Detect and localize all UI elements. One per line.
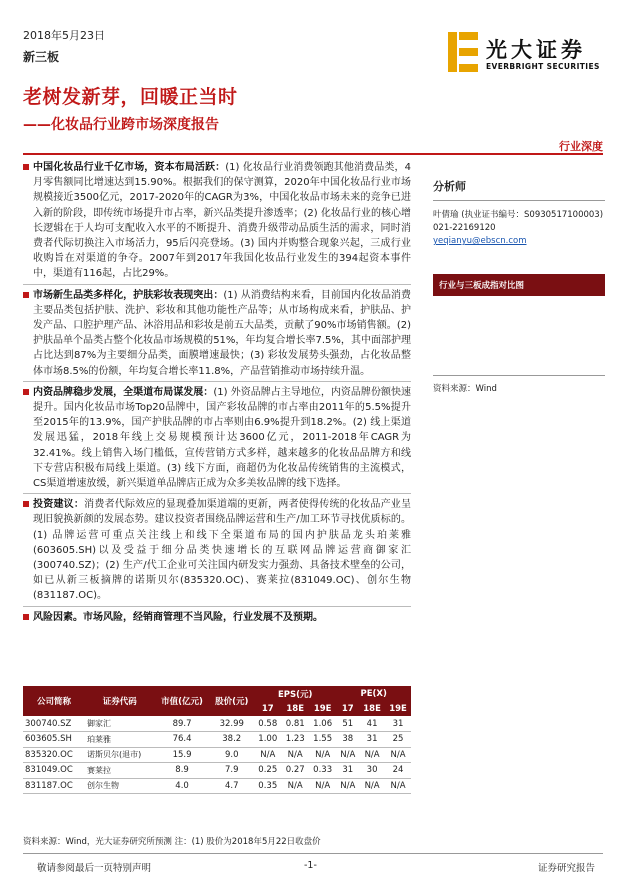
- footer-divider: [23, 853, 603, 854]
- cell-p17: N/A: [336, 778, 359, 794]
- cell-e18: N/A: [281, 747, 308, 763]
- header-company: 公司简称: [23, 686, 85, 716]
- cell-e19: 0.33: [309, 763, 336, 779]
- header-year: 18E: [359, 701, 385, 716]
- chart-area: [433, 296, 605, 376]
- analyst-email-link[interactable]: yeqianyu@ebscn.com: [433, 236, 527, 246]
- logo-cn-text: 光大证券: [486, 38, 586, 62]
- cell-code: 831187.OC: [23, 778, 85, 794]
- header-pe: PE(X): [336, 686, 411, 701]
- report-date: 2018年5月23日: [23, 29, 105, 42]
- cell-code: 300740.SZ: [23, 716, 85, 732]
- cell-e17: 0.25: [254, 763, 281, 779]
- cell-mv: 15.9: [155, 747, 210, 763]
- chart-title: 行业与三板成指对比图: [433, 274, 605, 296]
- cell-e18: 1.23: [281, 732, 308, 748]
- section-lead: 中国化妆品行业千亿市场，资本布局活跃：: [33, 162, 226, 173]
- cell-p19: 24: [385, 763, 411, 779]
- summary-section: [23, 385, 411, 494]
- cell-e19: N/A: [309, 778, 336, 794]
- cell-name: 诺斯贝尔(退市): [85, 747, 155, 763]
- cell-mv: 76.4: [155, 732, 210, 748]
- header-year: 17: [336, 701, 359, 716]
- header-year: 17: [254, 701, 281, 716]
- header-divider: [23, 153, 603, 155]
- comparison-chart: [433, 274, 605, 376]
- cell-p18: N/A: [359, 778, 385, 794]
- cell-p17: N/A: [336, 747, 359, 763]
- chart-source: 资料来源：Wind: [433, 384, 497, 394]
- cell-price: 38.2: [209, 732, 254, 748]
- cell-p18: 31: [359, 732, 385, 748]
- cell-e18: N/A: [281, 778, 308, 794]
- summary-section: [23, 610, 411, 627]
- cell-name: 珀莱雅: [85, 732, 155, 748]
- cell-code: 603605.SH: [23, 732, 85, 748]
- summary-section: [23, 160, 411, 285]
- header-year: 19E: [385, 701, 411, 716]
- cell-p19: 25: [385, 732, 411, 748]
- cell-name: 创尔生物: [85, 778, 155, 794]
- cell-code: 835320.OC: [23, 747, 85, 763]
- cell-e18: 0.27: [281, 763, 308, 779]
- cell-p17: 51: [336, 716, 359, 732]
- cell-e19: N/A: [309, 747, 336, 763]
- cell-code: 831049.OC: [23, 763, 85, 779]
- cell-p17: 38: [336, 732, 359, 748]
- section-body: 消费者代际效应的显现叠加渠道端的更新，两者使得传统的化妆品产业呈现旧貌换新颜的发展态势。建议投资者围绕品牌运营和生产/加工环节寻找优质标的。(1) 品牌运营可重点关注线上和线下全渠道布局的国内护肤品龙头珀莱雅(603605.SH)以及受益于细分品类快速增长的互联网品牌运营商御家汇(300740.SZ)；(2) 生产/代工企业可关注国内研发实力强劲、具备技术壁垒的公司，如已从新三板摘牌的诺斯贝尔(835320.OC)、赛莱拉(831049.OC)、创尔生物(831187.OC)。: [33, 499, 412, 602]
- cell-p18: 41: [359, 716, 385, 732]
- square-bullet-icon: [23, 614, 29, 620]
- square-bullet-icon: [23, 292, 29, 298]
- section-lead: 投资建议：: [33, 499, 85, 511]
- cell-e17: N/A: [254, 747, 281, 763]
- cell-e19: 1.55: [309, 732, 336, 748]
- section-lead: 市场新生品类多样化，护肤彩妆表现突出：: [33, 289, 224, 301]
- cell-p18: 30: [359, 763, 385, 779]
- cell-e17: 0.35: [254, 778, 281, 794]
- report-category: 行业深度: [559, 140, 603, 153]
- company-logo: [448, 32, 608, 76]
- header-eps: EPS(元): [254, 686, 336, 701]
- header-year: 18E: [281, 701, 308, 716]
- cell-e18: 0.81: [281, 716, 308, 732]
- footer-disclaimer: 敬请参阅最后一页特别声明: [37, 863, 152, 874]
- header-price: 股价(元): [209, 686, 254, 716]
- section-body: (1) 外资品牌占主导地位，内资品牌份额快速提升。国内化妆品市场Top20品牌中，国产彩妆品牌的市占率由2011年的5.5%提升至2015年的13.9%，国产护肤品牌的市占率则由6.9%提升到18.2%。(2) 线上渠道发展迅猛，2018年线上交易规模预计达3600亿元，2011-2018年CAGR为32.41%。线上销售入场门槛低，宣传营销方式多样，越来越多的化妆品品牌方和线下专营店积极布局线上渠道。(3) 线下方面，商超仍为化妆品传统销售的主流模式，CS渠道增速放缓，新兴渠道单品牌店正成为众多美妆品牌的线下选择。: [33, 386, 411, 490]
- section-lead: 风险因素。: [33, 611, 83, 623]
- section-lead: 内资品牌稳步发展，全渠道布局谋发展：: [33, 386, 214, 398]
- cell-price: 9.0: [209, 747, 254, 763]
- cell-e17: 0.58: [254, 716, 281, 732]
- cell-p19: 31: [385, 716, 411, 732]
- square-bullet-icon: [23, 389, 29, 395]
- table-row: [23, 778, 411, 794]
- footer-report-type: 证券研究报告: [537, 863, 595, 874]
- table-body: [23, 716, 411, 794]
- cell-mv: 8.9: [155, 763, 210, 779]
- square-bullet-icon: [23, 164, 29, 170]
- summary-column: [23, 160, 411, 630]
- sidebar: [433, 160, 605, 394]
- table-row: [23, 732, 411, 748]
- cell-e19: 1.06: [309, 716, 336, 732]
- cell-price: 4.7: [209, 778, 254, 794]
- board-label: 新三板: [23, 50, 60, 64]
- analyst-heading: 分析师: [433, 160, 605, 201]
- summary-section: [23, 497, 411, 606]
- logo-en-text: EVERBRIGHT SECURITIES: [486, 62, 600, 71]
- cell-p19: N/A: [385, 747, 411, 763]
- analyst-phone: 021-22169120: [433, 223, 496, 233]
- table-row: [23, 763, 411, 779]
- cell-e17: 1.00: [254, 732, 281, 748]
- header-code: 证券代码: [85, 686, 155, 716]
- everbright-logo-icon: [448, 32, 478, 72]
- cell-price: 32.99: [209, 716, 254, 732]
- cell-p17: 31: [336, 763, 359, 779]
- analyst-name: 叶倩瑜 (执业证书编号：S0930517100003): [433, 210, 604, 220]
- table-note: 资料来源：Wind，光大证券研究所预测 注：(1) 股价为2018年5月22日收盘价: [23, 837, 321, 847]
- header-market-cap: 市值(亿元): [155, 686, 210, 716]
- page-number: -1-: [304, 860, 317, 871]
- square-bullet-icon: [23, 501, 29, 507]
- report-subtitle: ——化妆品行业跨市场深度报告: [23, 117, 219, 133]
- valuation-table: [23, 686, 411, 794]
- cell-p19: N/A: [385, 778, 411, 794]
- section-body: 市场风险，经销商管理不当风险，行业发展不及预期。: [83, 611, 323, 623]
- section-body: (1) 从消费结构来看，目前国内化妆品消费主要品类包括护肤、洗护、彩妆和其他功能性产品等；从市场构成来看，护肤品、护发产品、口腔护理产品、沐浴用品和彩妆是前五大品类，贡献了90%市场销售额。(2) 护肤品单个品类占整个化妆品市场规模的51%，年均复合增长率7.5%，其中面部护理占比达到87%为主要细分品类，面膜增速最快；(3) 彩妆发展势头强劲，占化妆品整体市场8.5%的份额，年均复合增长率11.8%，产品营销推动市场持续升温。: [33, 289, 412, 377]
- cell-name: 御家汇: [85, 716, 155, 732]
- cell-p18: N/A: [359, 747, 385, 763]
- table-row: [23, 716, 411, 732]
- cell-mv: 89.7: [155, 716, 210, 732]
- section-body: (1) 化妆品行业消费领跑其他消费品类，4月零售额同比增速达到15.90%。根据我们的保守测算，2020年中国化妆品行业市场规模接近3500亿元，2017-2020年的CAGR为3%，中国化妆品市场未来的竞争已进入新的阶段，即传统市场提升市占率，新兴品类提升渗透率；(2) 化妆品行业的核心增长逻辑在于人均可支配收入水平的不断提升、消费升级带动品质生活的需求，同时消费者代际切换注入市场活力，95后闪亮登场。(3) 国内并购整合现象兴起，三成行业收购旨在对渠道的争夺。2007年到2017年我国化妆品行业发生的394起资本事件中，渠道有116起，占比29%。: [33, 162, 411, 280]
- summary-section: [23, 288, 411, 382]
- header-year: 19E: [309, 701, 336, 716]
- report-title: 老树发新芽，回暖正当时: [23, 86, 238, 108]
- cell-mv: 4.0: [155, 778, 210, 794]
- cell-price: 7.9: [209, 763, 254, 779]
- table-row: [23, 747, 411, 763]
- cell-name: 赛莱拉: [85, 763, 155, 779]
